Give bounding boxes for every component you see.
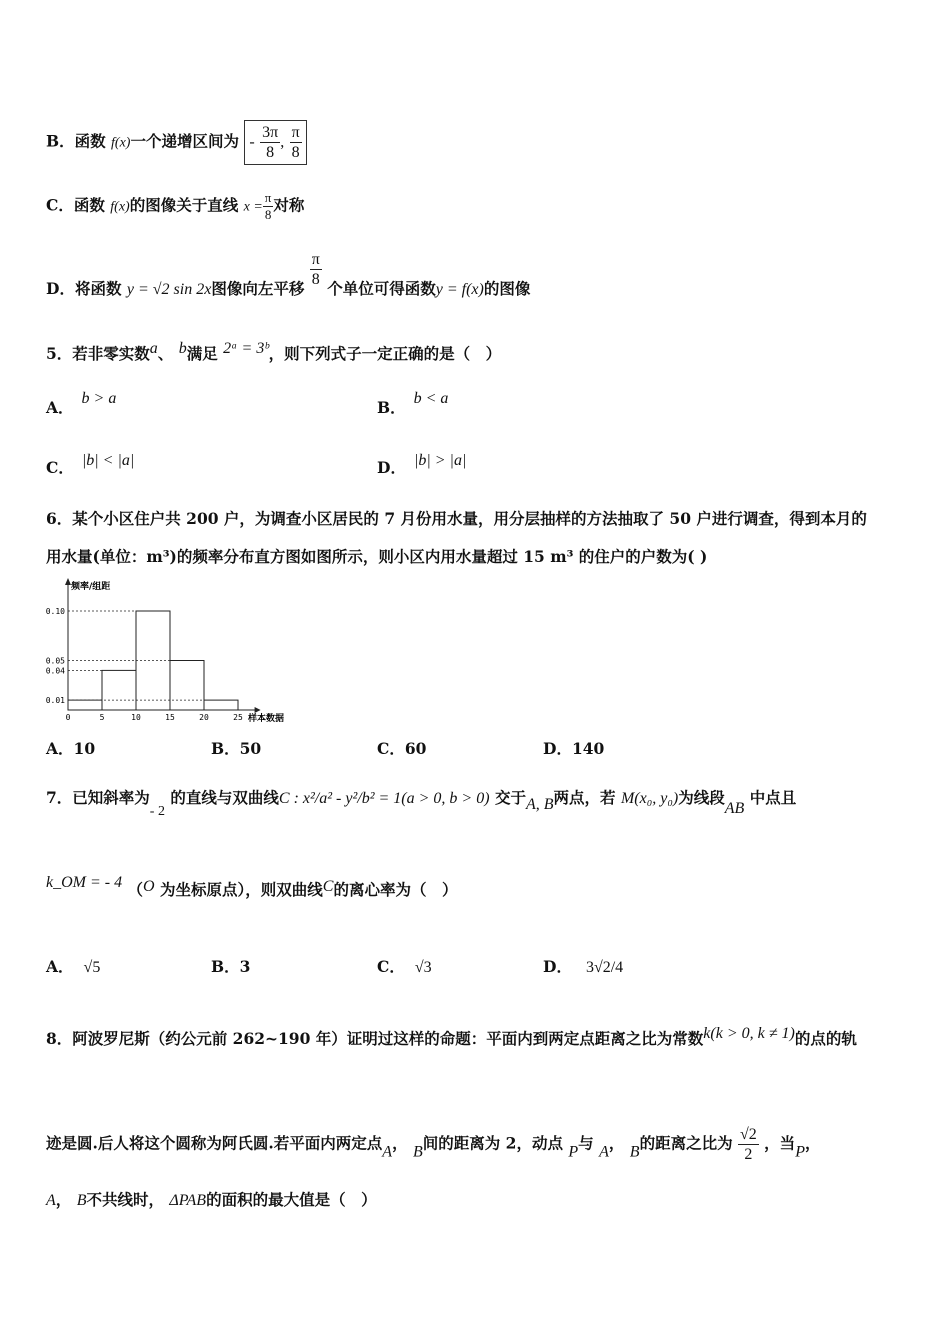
x-tick-label: 20	[199, 713, 209, 722]
q7-option-b: B．3	[211, 957, 251, 976]
q7-option-d: D． 3√2/4	[543, 957, 624, 976]
q5-option-a: A． b > a	[46, 390, 117, 417]
q7-option-a: A． √5	[46, 957, 101, 976]
q5-option-b: B． b < a	[377, 390, 449, 417]
histogram-bar-1	[102, 670, 136, 710]
q4-option-b: B．函数 f(x)一个递增区间为 - $\frac{3\pi}{8}$ , $\frac{\pi}{8}$	[46, 120, 307, 165]
q6-option-a: A．10	[46, 739, 96, 758]
q5-option-d: D． |b| > |a|	[377, 452, 467, 477]
q8-stem-line2: 迹是圆.后人将这个圆称为阿氏圆.若平面内两定点A， B间的距离为 2，动点 P与 A， B的距离之比为 $\frac{√2}{2}$ ，当P，	[46, 1126, 821, 1163]
histogram-chart	[40, 575, 300, 730]
q6-option-d: D．140	[543, 739, 605, 758]
q6-option-c: C．60	[377, 739, 427, 758]
q6-option-b: B．50	[211, 739, 262, 758]
x-axis-arrow	[255, 707, 261, 713]
x-axis-label: 样本数据	[248, 714, 285, 724]
histogram-bar-0	[68, 700, 102, 710]
y-tick-label: 0.01	[45, 696, 65, 706]
q4-option-c: C．函数 f(x)的图像关于直线 x = $\frac{\pi}{8}$ 对称	[46, 190, 305, 222]
x-tick-label: 15	[165, 713, 175, 722]
x-tick-label: 5	[99, 713, 105, 722]
y-axis-label: 频率/组距	[71, 582, 111, 592]
x-tick-label: 0	[65, 713, 71, 722]
x-tick-label: 10	[131, 713, 141, 722]
q6-stem-line2: 用水量(单位：m³)的频率分布直方图如图所示，则小区内用水量超过 15 m³ 的住户的户数为( )	[46, 547, 708, 566]
histogram-bar-4	[204, 700, 238, 710]
q5-stem: 5．若非零实数a、 b满足 2ᵃ = 3ᵇ，则下列式子一定正确的是（ ）	[46, 340, 502, 363]
y-tick-label: 0.05	[45, 656, 65, 666]
q8-stem-line3: A， B不共线时， ΔPAB的面积的最大值是（ ）	[46, 1190, 377, 1209]
x-tick-label: 25	[233, 713, 243, 722]
y-tick-label: 0.10	[45, 607, 65, 616]
q6-stem-line1: 6．某个小区住户共 200 户，为调查小区居民的 7 月份用水量，用分层抽样的方法抽取了 50 户进行调查，得到本月的	[46, 509, 867, 528]
q7-stem-line2: k_OM = - 4 （O 为坐标原点），则双曲线C的离心率为（ ）	[46, 874, 458, 899]
histogram-bar-3	[170, 661, 204, 711]
y-tick-label: 0.04	[45, 666, 65, 676]
q7-option-c: C． √3	[377, 957, 432, 976]
interval: - $\frac{3\pi}{8}$ , $\frac{\pi}{8}$	[244, 120, 306, 165]
q5-option-c: C． |b| < |a|	[46, 452, 135, 477]
q4-option-d: D．将函数 y = √2 sin 2x图像向左平移 $\frac{\pi}{8}$ 个单位可得函数y = f(x)的图像	[46, 251, 531, 298]
q7-stem-line1: 7．已知斜率为- 2 的直线与双曲线C : x²/a² - y²/b² = 1(a > 0, b > 0) 交于A, B两点，若 M(x₀, y₀)为线段AB 中点且	[46, 788, 797, 819]
q8-stem-line1: 8．阿波罗尼斯（约公元前 262~190 年）证明过这样的命题：平面内到两定点距离之比为常数k(k > 0, k ≠ 1)的点的轨	[46, 1025, 857, 1048]
